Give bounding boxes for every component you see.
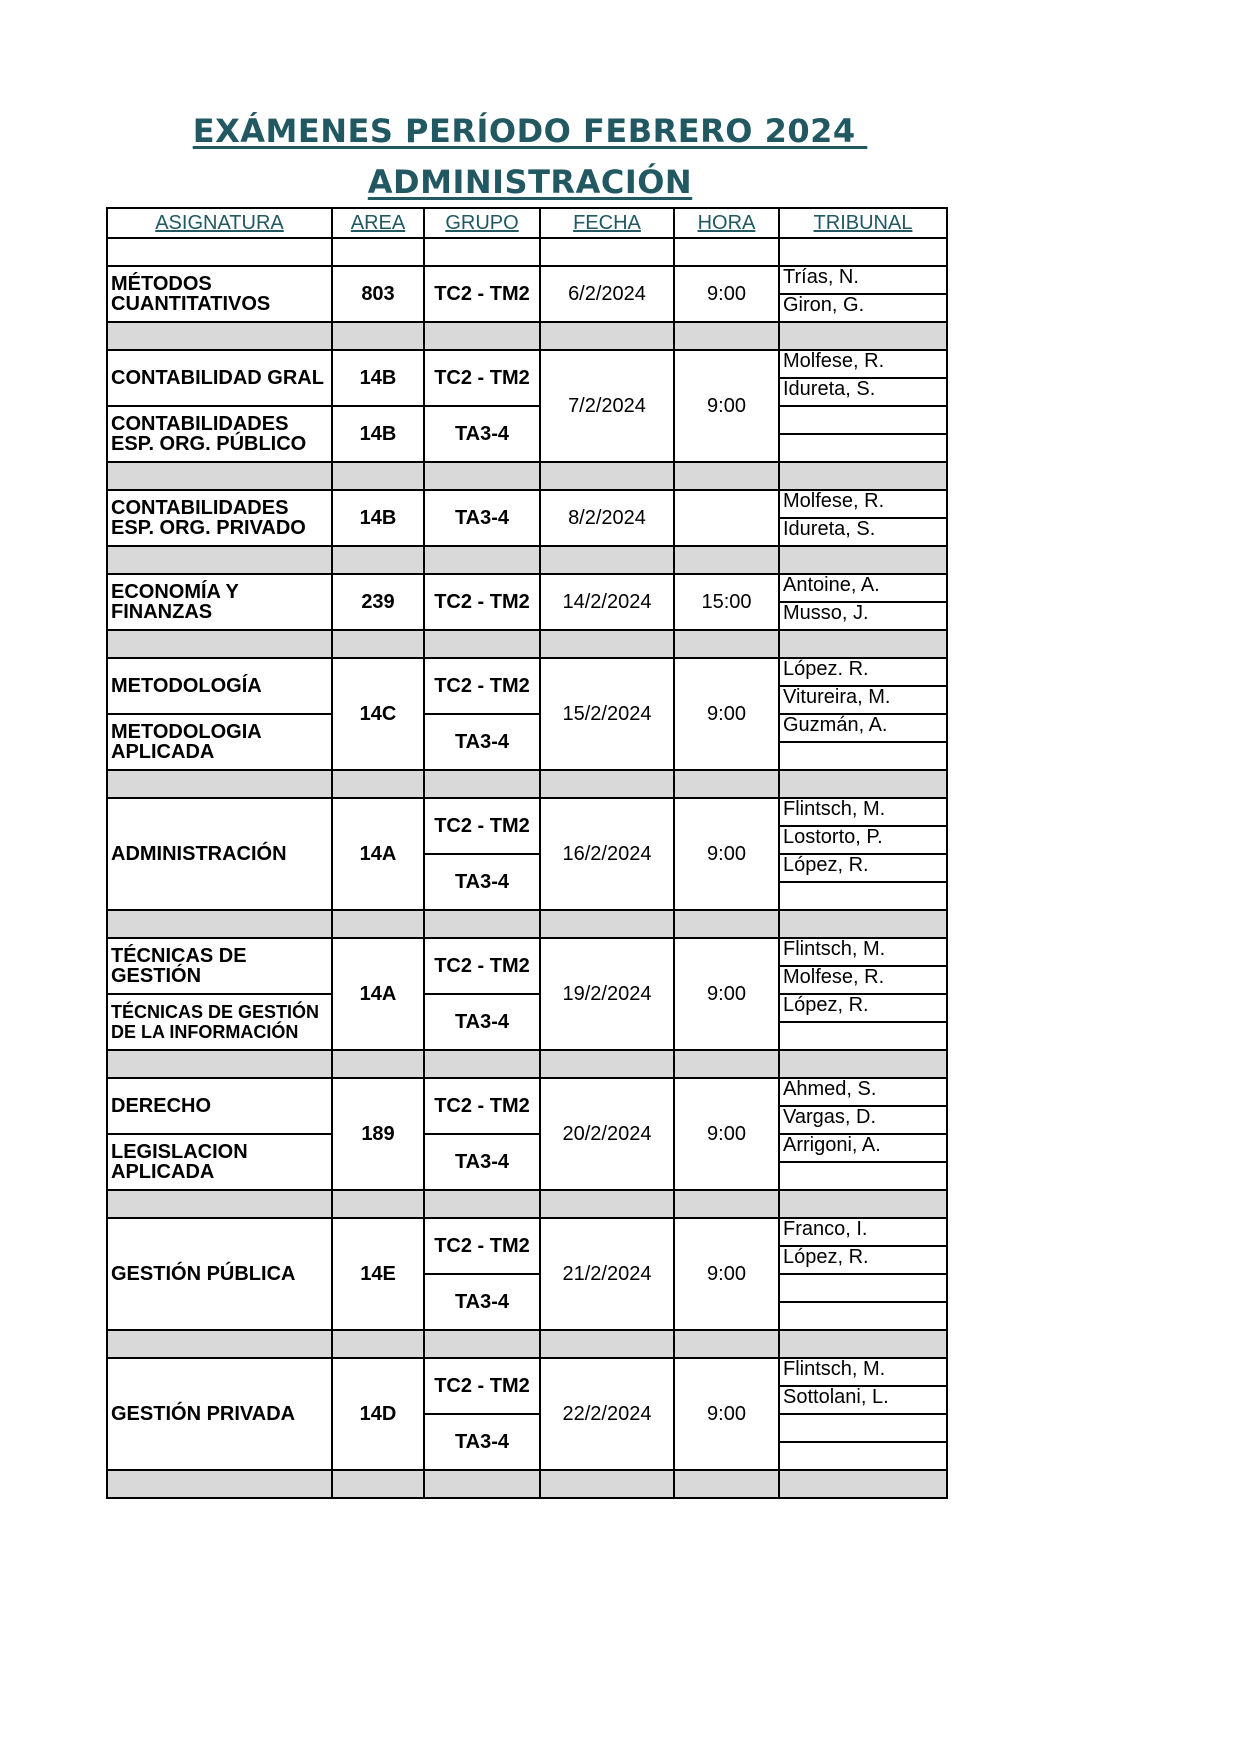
tribunal-member: Musso, J. xyxy=(779,602,947,630)
tribunal-member: Franco, I. xyxy=(779,1218,947,1246)
group-cell: TC2 - TM2 xyxy=(424,1078,540,1134)
blank-row xyxy=(107,238,947,266)
date-cell: 8/2/2024 xyxy=(540,490,674,546)
header-hora: HORA xyxy=(674,208,779,238)
date-cell: 22/2/2024 xyxy=(540,1358,674,1470)
tribunal-member: Molfese, R. xyxy=(779,490,947,518)
tribunal-member: Trías, N. xyxy=(779,266,947,294)
group-cell: TC2 - TM2 xyxy=(424,266,540,322)
tribunal-member xyxy=(779,1162,947,1190)
group-cell: TA3-4 xyxy=(424,490,540,546)
tribunal-member: Ahmed, S. xyxy=(779,1078,947,1106)
time-cell: 9:00 xyxy=(674,1358,779,1470)
header-fecha: FECHA xyxy=(540,208,674,238)
exam-row xyxy=(107,1358,947,1386)
tribunal-member: Vargas, D. xyxy=(779,1106,947,1134)
time-cell xyxy=(674,490,779,546)
area-cell: 189 xyxy=(332,1078,424,1190)
group-cell: TA3-4 xyxy=(424,994,540,1050)
subject-cell: LEGISLACION APLICADA xyxy=(107,1134,332,1190)
separator-row xyxy=(107,910,947,938)
tribunal-member: Idureta, S. xyxy=(779,518,947,546)
tribunal-member: Giron, G. xyxy=(779,294,947,322)
header-tribunal: TRIBUNAL xyxy=(779,208,947,238)
group-cell: TA3-4 xyxy=(424,854,540,910)
area-cell: 239 xyxy=(332,574,424,630)
area-cell: 14A xyxy=(332,938,424,1050)
group-cell: TA3-4 xyxy=(424,1414,540,1470)
subject-cell: ADMINISTRACIÓN xyxy=(107,798,332,910)
area-cell: 14A xyxy=(332,798,424,910)
group-cell: TA3-4 xyxy=(424,406,540,462)
tribunal-member xyxy=(779,1414,947,1442)
tribunal-member: Flintsch, M. xyxy=(779,938,947,966)
separator-row xyxy=(107,1050,947,1078)
subject-cell: METODOLOGIA APLICADA xyxy=(107,714,332,770)
date-cell: 16/2/2024 xyxy=(540,798,674,910)
date-cell: 7/2/2024 xyxy=(540,350,674,462)
tribunal-member: López, R. xyxy=(779,854,947,882)
separator-row xyxy=(107,1330,947,1358)
tribunal-member: Molfese, R. xyxy=(779,350,947,378)
tribunal-member xyxy=(779,1022,947,1050)
tribunal-member: López, R. xyxy=(779,994,947,1022)
subject-cell: CONTABILIDADES ESP. ORG. PRIVADO xyxy=(107,490,332,546)
tribunal-member: López, R. xyxy=(779,1246,947,1274)
date-cell: 14/2/2024 xyxy=(540,574,674,630)
area-cell: 14E xyxy=(332,1218,424,1330)
exam-row xyxy=(107,266,947,294)
subject-cell: CONTABILIDADES ESP. ORG. PÚBLICO xyxy=(107,406,332,462)
time-cell: 9:00 xyxy=(674,1078,779,1190)
tribunal-member xyxy=(779,406,947,434)
exam-row xyxy=(107,1218,947,1246)
tribunal-member: López. R. xyxy=(779,658,947,686)
subject-cell: MÉTODOS CUANTITATIVOS xyxy=(107,266,332,322)
page-subtitle: ADMINISTRACIÓN xyxy=(367,163,693,201)
subject-cell: CONTABILIDAD GRAL xyxy=(107,350,332,406)
subject-cell: GESTIÓN PRIVADA xyxy=(107,1358,332,1470)
exam-schedule-table xyxy=(106,207,948,1499)
tribunal-member xyxy=(779,1274,947,1302)
area-cell: 14D xyxy=(332,1358,424,1470)
time-cell: 9:00 xyxy=(674,798,779,910)
group-cell: TA3-4 xyxy=(424,1134,540,1190)
group-cell: TA3-4 xyxy=(424,714,540,770)
tribunal-member: Arrigoni, A. xyxy=(779,1134,947,1162)
header-area: AREA xyxy=(332,208,424,238)
tribunal-member: Antoine, A. xyxy=(779,574,947,602)
subject-cell: GESTIÓN PÚBLICA xyxy=(107,1218,332,1330)
separator-row xyxy=(107,1190,947,1218)
time-cell: 9:00 xyxy=(674,350,779,462)
subject-cell: TÉCNICAS DE GESTIÓN xyxy=(107,938,332,994)
tribunal-member: Lostorto, P. xyxy=(779,826,947,854)
tribunal-member xyxy=(779,742,947,770)
date-cell: 21/2/2024 xyxy=(540,1218,674,1330)
separator-row xyxy=(107,630,947,658)
separator-row xyxy=(107,546,947,574)
group-cell: TC2 - TM2 xyxy=(424,574,540,630)
tribunal-member: Idureta, S. xyxy=(779,378,947,406)
area-cell: 14B xyxy=(332,490,424,546)
date-cell: 20/2/2024 xyxy=(540,1078,674,1190)
area-cell: 14C xyxy=(332,658,424,770)
exam-row xyxy=(107,938,947,966)
group-cell: TC2 - TM2 xyxy=(424,798,540,854)
area-cell: 803 xyxy=(332,266,424,322)
header-asignatura: ASIGNATURA xyxy=(107,208,332,238)
tribunal-member xyxy=(779,1442,947,1470)
tribunal-member: Flintsch, M. xyxy=(779,1358,947,1386)
tribunal-member: Molfese, R. xyxy=(779,966,947,994)
exam-row xyxy=(107,490,947,518)
separator-row xyxy=(107,1470,947,1498)
subject-cell: DERECHO xyxy=(107,1078,332,1134)
group-cell: TA3-4 xyxy=(424,1274,540,1330)
date-cell: 19/2/2024 xyxy=(540,938,674,1050)
separator-row xyxy=(107,462,947,490)
time-cell: 15:00 xyxy=(674,574,779,630)
area-cell: 14B xyxy=(332,350,424,406)
exam-row xyxy=(107,1078,947,1106)
exam-row xyxy=(107,350,947,378)
exam-row xyxy=(107,798,947,826)
tribunal-member: Flintsch, M. xyxy=(779,798,947,826)
area-cell: 14B xyxy=(332,406,424,462)
header-grupo: GRUPO xyxy=(424,208,540,238)
tribunal-member xyxy=(779,882,947,910)
tribunal-member xyxy=(779,434,947,462)
subject-cell: ECONOMÍA Y FINANZAS xyxy=(107,574,332,630)
tribunal-member xyxy=(779,1302,947,1330)
tribunal-member: Guzmán, A. xyxy=(779,714,947,742)
group-cell: TC2 - TM2 xyxy=(424,1218,540,1274)
exam-row xyxy=(107,658,947,686)
time-cell: 9:00 xyxy=(674,658,779,770)
group-cell: TC2 - TM2 xyxy=(424,350,540,406)
group-cell: TC2 - TM2 xyxy=(424,938,540,994)
tribunal-member: Sottolani, L. xyxy=(779,1386,947,1414)
subject-cell: METODOLOGÍA xyxy=(107,658,332,714)
subject-cell: TÉCNICAS DE GESTIÓN DE LA INFORMACIÓN xyxy=(107,994,332,1050)
date-cell: 6/2/2024 xyxy=(540,266,674,322)
exam-row xyxy=(107,574,947,602)
time-cell: 9:00 xyxy=(674,266,779,322)
tribunal-member: Vitureira, M. xyxy=(779,686,947,714)
group-cell: TC2 - TM2 xyxy=(424,658,540,714)
group-cell: TC2 - TM2 xyxy=(424,1358,540,1414)
time-cell: 9:00 xyxy=(674,938,779,1050)
header-row xyxy=(107,208,947,238)
date-cell: 15/2/2024 xyxy=(540,658,674,770)
time-cell: 9:00 xyxy=(674,1218,779,1330)
page-title: EXÁMENES PERÍODO FEBRERO 2024 xyxy=(192,112,868,150)
separator-row xyxy=(107,322,947,350)
separator-row xyxy=(107,770,947,798)
